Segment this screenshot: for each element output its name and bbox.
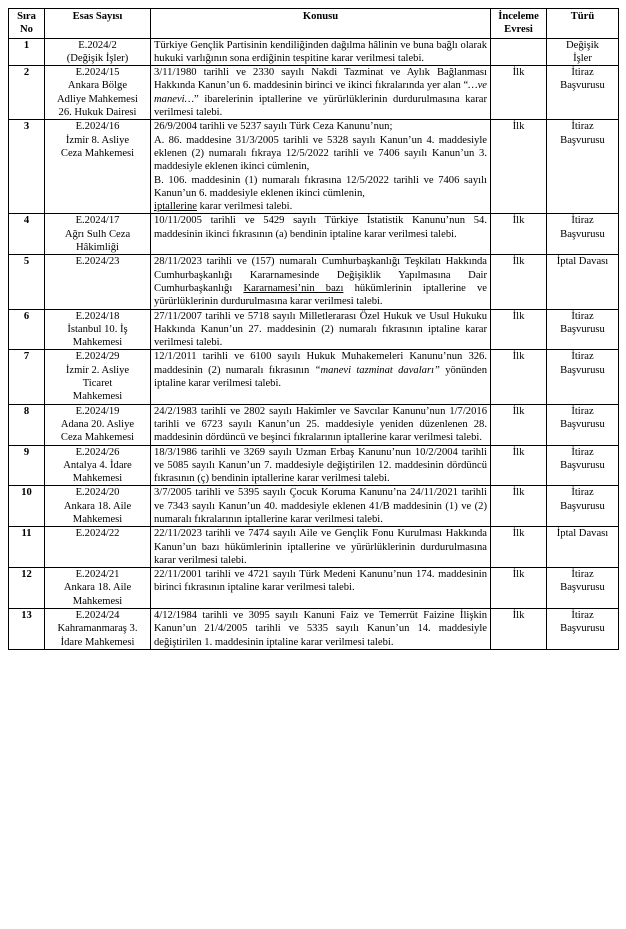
review-stage-cell: İlk bbox=[491, 609, 547, 650]
table-row bbox=[9, 486, 619, 527]
review-stage-cell: İlk bbox=[491, 445, 547, 486]
row-number: 1 bbox=[9, 38, 45, 66]
case-number-cell: E.2024/17 Ağrı Sulh Ceza Hâkimliği bbox=[45, 214, 151, 255]
type-cell: İtiraz Başvurusu bbox=[547, 66, 619, 120]
header-esas-sayisi: Esas Sayısı bbox=[45, 9, 151, 39]
subject-cell: 27/11/2007 tarihli ve 5718 sayılı Milletlerarası Özel Hukuk ve Usul Hukuku Hakkında Kanun’un 27. maddesinin (2) numaralı fıkrasının iptaline karar verilmesi talebi. bbox=[151, 309, 491, 350]
review-stage-cell: İlk bbox=[491, 486, 547, 527]
agenda-table-container bbox=[8, 8, 618, 650]
table-row bbox=[9, 309, 619, 350]
type-cell: İtiraz Başvurusu bbox=[547, 609, 619, 650]
header-turu: Türü bbox=[547, 9, 619, 39]
type-cell: Değişik İşler bbox=[547, 38, 619, 66]
row-number: 5 bbox=[9, 255, 45, 309]
row-number: 13 bbox=[9, 609, 45, 650]
case-number-cell: E.2024/21 Ankara 18. Aile Mahkemesi bbox=[45, 568, 151, 609]
review-stage-cell: İlk bbox=[491, 527, 547, 568]
table-row bbox=[9, 445, 619, 486]
subject-cell: Türkiye Gençlik Partisinin kendiliğinden dağılma hâlinin ve buna bağlı olarak hukuki varlığının sona erdiğinin tespitine karar verilmesi talebi. bbox=[151, 38, 491, 66]
review-stage-cell: İlk bbox=[491, 120, 547, 214]
row-number: 11 bbox=[9, 527, 45, 568]
subject-cell: 3/11/1980 tarihli ve 2330 sayılı Nakdi Tazminat ve Aylık Bağlanması Hakkında Kanun’un 6. maddesinin birinci ve ikinci fıkralarında yer alan “…ve manevi…” ibarelerinin iptallerine ve yürürlüklerinin durdurulmasına karar verilmesi talebi. bbox=[151, 66, 491, 120]
review-stage-cell: İlk bbox=[491, 66, 547, 120]
type-cell: İptal Davası bbox=[547, 527, 619, 568]
agenda-table bbox=[8, 8, 619, 650]
table-row bbox=[9, 568, 619, 609]
table-row bbox=[9, 214, 619, 255]
row-number: 4 bbox=[9, 214, 45, 255]
type-cell: İtiraz Başvurusu bbox=[547, 568, 619, 609]
subject-cell: 12/1/2011 tarihli ve 6100 sayılı Hukuk Muhakemeleri Kanunu’nun 326. maddesinin (2) numaralı fıkrasının “manevi tazminat davaları” yönünden iptaline karar verilmesi talebi. bbox=[151, 350, 491, 404]
table-row bbox=[9, 527, 619, 568]
table-row bbox=[9, 404, 619, 445]
type-cell: İtiraz Başvurusu bbox=[547, 350, 619, 404]
header-inceleme-evresi: İnceleme Evresi bbox=[491, 9, 547, 39]
case-number-cell: E.2024/18 İstanbul 10. İş Mahkemesi bbox=[45, 309, 151, 350]
type-cell: İtiraz Başvurusu bbox=[547, 309, 619, 350]
subject-cell: 24/2/1983 tarihli ve 2802 sayılı Hakimler ve Savcılar Kanunu’nun 1/7/2016 tarihli ve 6723 sayılı Kanun’un 25. maddesiyle yeniden düzenlenen 28. maddesinin dördüncü ve beşinci fıkralarının iptallerine karar verilmesi talebi. bbox=[151, 404, 491, 445]
subject-cell: 10/11/2005 tarihli ve 5429 sayılı Türkiye İstatistik Kanunu’nun 54. maddesinin ikinci fıkrasının (a) bendinin iptaline karar verilmesi talebi. bbox=[151, 214, 491, 255]
review-stage-cell: İlk bbox=[491, 309, 547, 350]
row-number: 8 bbox=[9, 404, 45, 445]
case-number-cell: E.2024/20 Ankara 18. Aile Mahkemesi bbox=[45, 486, 151, 527]
review-stage-cell: İlk bbox=[491, 404, 547, 445]
case-number-cell: E.2024/2 (Değişik İşler) bbox=[45, 38, 151, 66]
review-stage-cell bbox=[491, 38, 547, 66]
row-number: 6 bbox=[9, 309, 45, 350]
table-row bbox=[9, 609, 619, 650]
type-cell: İtiraz Başvurusu bbox=[547, 486, 619, 527]
table-row bbox=[9, 38, 619, 66]
type-cell: İtiraz Başvurusu bbox=[547, 404, 619, 445]
review-stage-cell: İlk bbox=[491, 350, 547, 404]
table-row bbox=[9, 120, 619, 214]
subject-cell: 28/11/2023 tarihli ve (157) numaralı Cumhurbaşkanlığı Teşkilatı Hakkında Cumhurbaşkanlığı Kararnamesinde Değişiklik Yapılmasına Dair Cumhurbaşkanlığı Kararnamesi’nin bazı hükümlerinin iptallerine ve yürürlüklerinin durdurulmasına karar verilmesi talebi. bbox=[151, 255, 491, 309]
row-number: 3 bbox=[9, 120, 45, 214]
case-number-cell: E.2024/16 İzmir 8. Asliye Ceza Mahkemesi bbox=[45, 120, 151, 214]
subject-cell: 22/11/2001 tarihli ve 4721 sayılı Türk Medeni Kanunu’nun 174. maddesinin birinci fıkrasının iptaline karar verilmesi talebi. bbox=[151, 568, 491, 609]
row-number: 12 bbox=[9, 568, 45, 609]
table-header-row bbox=[9, 9, 619, 39]
row-number: 10 bbox=[9, 486, 45, 527]
review-stage-cell: İlk bbox=[491, 568, 547, 609]
subject-cell: 22/11/2023 tarihli ve 7474 sayılı Aile ve Gençlik Fonu Kurulması Hakkında Kanun’un bazı hükümlerinin iptallerine ve yürürlüklerinin durdurulmasına karar verilmesi talebi. bbox=[151, 527, 491, 568]
table-row bbox=[9, 255, 619, 309]
type-cell: İptal Davası bbox=[547, 255, 619, 309]
type-cell: İtiraz Başvurusu bbox=[547, 214, 619, 255]
header-sira-no: Sıra No bbox=[9, 9, 45, 39]
row-number: 7 bbox=[9, 350, 45, 404]
row-number: 2 bbox=[9, 66, 45, 120]
type-cell: İtiraz Başvurusu bbox=[547, 120, 619, 214]
case-number-cell: E.2024/22 bbox=[45, 527, 151, 568]
case-number-cell: E.2024/29 İzmir 2. Asliye Ticaret Mahkemesi bbox=[45, 350, 151, 404]
review-stage-cell: İlk bbox=[491, 255, 547, 309]
subject-cell: 18/3/1986 tarihli ve 3269 sayılı Uzman Erbaş Kanunu’nun 10/2/2004 tarihli ve 5085 sayılı Kanun’un 7. maddesiyle değiştirilen 12. maddesinin dördüncü fıkrasının (ç) bendinin iptallerine karar verilmesi talebi. bbox=[151, 445, 491, 486]
header-konusu: Konusu bbox=[151, 9, 491, 39]
review-stage-cell: İlk bbox=[491, 214, 547, 255]
subject-cell: 26/9/2004 tarihli ve 5237 sayılı Türk Ceza Kanunu’nun; A. 86. maddesine 31/3/2005 tarihli ve 5328 sayılı Kanun’un 4. maddesiyle eklenen (2) numaralı fıkraya 12/5/2022 tarihli ve 7406 sayılı Kanun’un 3. maddesiyle eklenen ikinci cümlenin, B. 106. maddesinin (1) numaralı fıkrasına 12/5/2022 tarihli ve 7406 sayılı Kanun’un 6. maddesiyle eklenen ikinci cümlenin, iptallerine karar verilmesi talebi. bbox=[151, 120, 491, 214]
table-row bbox=[9, 350, 619, 404]
subject-cell: 4/12/1984 tarihli ve 3095 sayılı Kanuni Faiz ve Temerrüt Faizine İlişkin Kanun’un 21/4/2005 tarihli ve 5335 sayılı Kanun’un 14. maddesiyle değiştirilen 1. maddesinin iptaline karar verilmesi talebi. bbox=[151, 609, 491, 650]
type-cell: İtiraz Başvurusu bbox=[547, 445, 619, 486]
case-number-cell: E.2024/26 Antalya 4. İdare Mahkemesi bbox=[45, 445, 151, 486]
case-number-cell: E.2024/19 Adana 20. Asliye Ceza Mahkemesi bbox=[45, 404, 151, 445]
case-number-cell: E.2024/24 Kahramanmaraş 3. İdare Mahkemesi bbox=[45, 609, 151, 650]
case-number-cell: E.2024/23 bbox=[45, 255, 151, 309]
case-number-cell: E.2024/15 Ankara Bölge Adliye Mahkemesi 26. Hukuk Dairesi bbox=[45, 66, 151, 120]
table-row bbox=[9, 66, 619, 120]
subject-cell: 3/7/2005 tarihli ve 5395 sayılı Çocuk Koruma Kanunu’na 24/11/2021 tarihli ve 7343 sayılı Kanun’un 40. maddesiyle eklenen 41/B maddesinin (1) ve (2) numaralı fıkralarının iptallerine karar verilmesi talebi. bbox=[151, 486, 491, 527]
row-number: 9 bbox=[9, 445, 45, 486]
